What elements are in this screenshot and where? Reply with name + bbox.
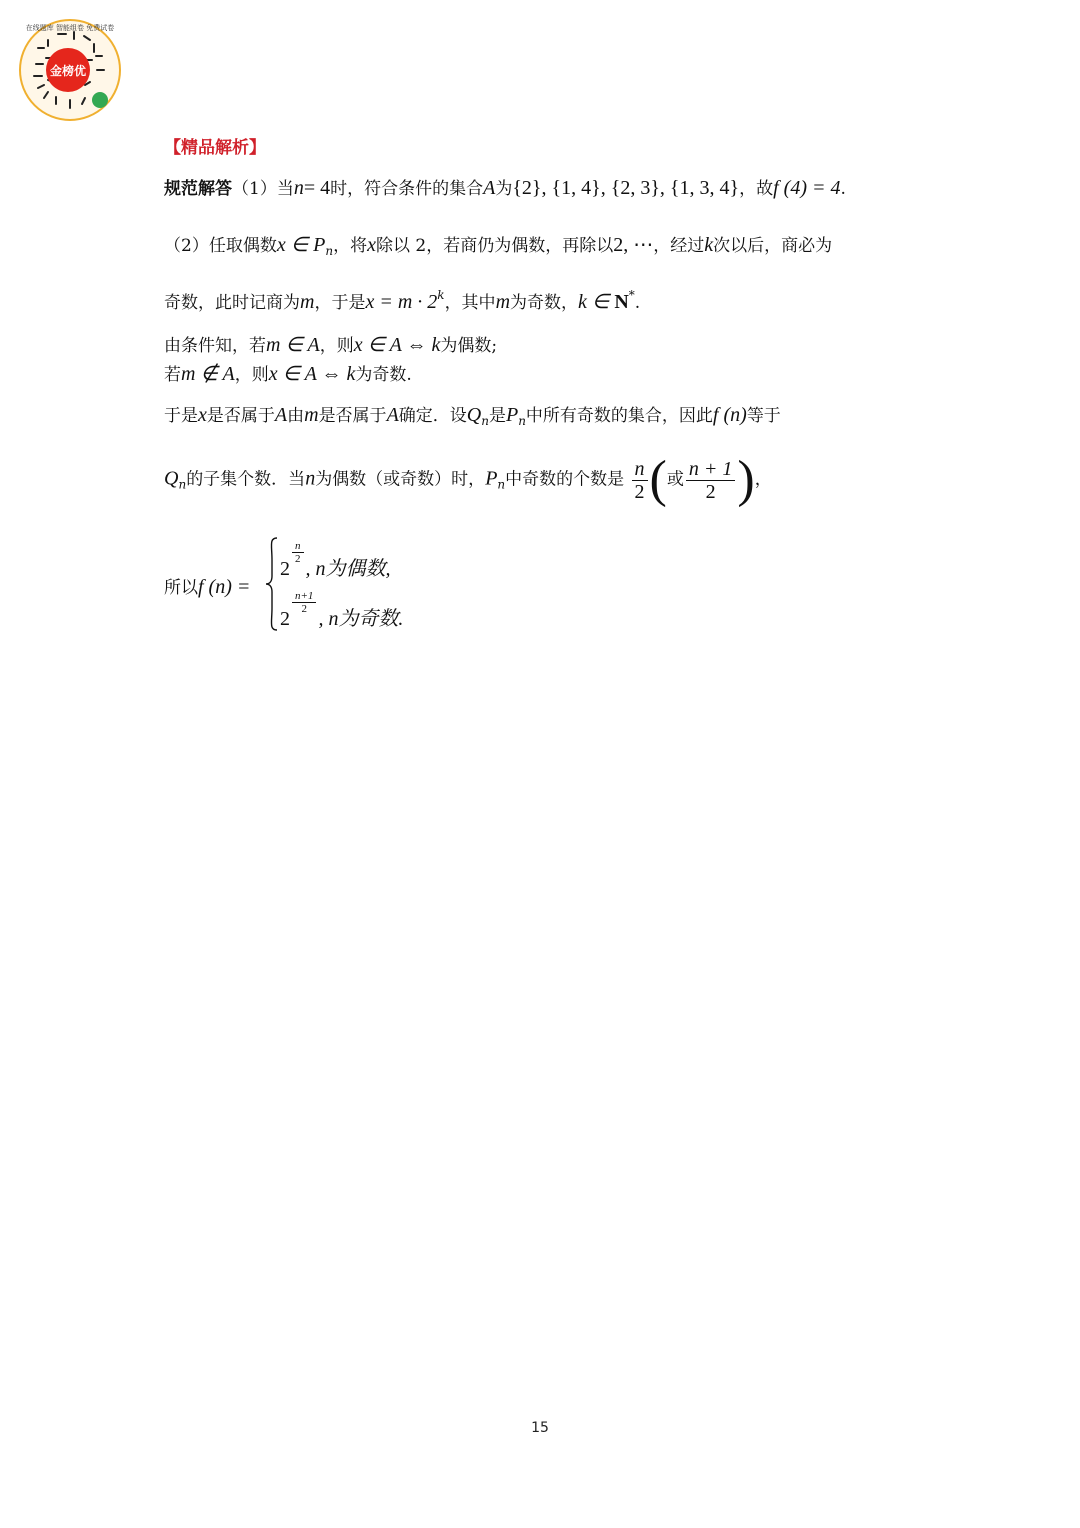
solution-part2-line1: （2）任取偶数x ∈ $P_n$，将x除以 2，若商仍为偶数，再除以2, ⋯，经过k次以后，商必为: [164, 234, 833, 258]
exponent-n-over-2: $\frac{n}{2}$: [292, 540, 304, 565]
conclusion-line1: 于是x是否属于A由m是否属于A确定．设$Q_n$是$P_n$中所有奇数的集合，因此f (n)等于: [164, 404, 781, 428]
condition-even: 由条件知，若m ∈ A，则x ∈ A ⇔ k为偶数;: [164, 334, 498, 356]
left-paren: (: [649, 451, 667, 508]
piecewise-brace: [265, 536, 279, 632]
solution-label: 规范解答: [164, 179, 232, 199]
set-list: {2}, {1, 4}, {2, 3}, {1, 3, 4}: [512, 177, 740, 199]
fraction-n-over-2: $\frac{n}{2}$: [632, 458, 648, 503]
page-number: 15: [531, 1420, 549, 1436]
fraction-n-plus-1-over-2: $\frac{n + 1}{2}$: [686, 458, 736, 503]
piecewise-case-odd: 2 $\frac{n+1}{2}$ , n为奇数.: [280, 589, 404, 630]
result-f4: f (4) = 4: [773, 177, 841, 199]
solution-part2-line2: 奇数，此时记商为m，于是$x = m \cdot 2^k$，其中m为奇数，k ∈ N*.: [164, 288, 641, 313]
brand-logo: [18, 18, 122, 122]
piecewise-label: 所以f (n) =: [164, 576, 251, 598]
exponent-n-plus-1-over-2: $\frac{n+1}{2}$: [292, 590, 316, 615]
condition-odd: 若m ∉ A，则x ∈ A ⇔ k为奇数.: [164, 363, 412, 385]
right-paren: ): [737, 451, 755, 508]
brand-name: 金榜优: [49, 64, 87, 78]
brand-tagline: 在线题库 智能组卷 免费试卷: [25, 24, 115, 32]
conclusion-line2: $Q_n$的子集个数．当n为偶数（或奇数）时，$P_n$中奇数的个数是 $\frac{n}{2}$ (或 $\frac{n + 1}{2}$ )，: [164, 451, 772, 508]
solution-part1: 规范解答（1）当n= 4时，符合条件的集合A为{2}, {1, 4}, {2, 3}, {1, 3, 4}，故f (4) = 4.: [164, 177, 846, 199]
section-title: 【精品解析】: [164, 138, 266, 158]
piecewise-case-even: 2 $\frac{n}{2}$ , n为偶数,: [280, 539, 391, 580]
mini-program-icon: [92, 92, 108, 108]
